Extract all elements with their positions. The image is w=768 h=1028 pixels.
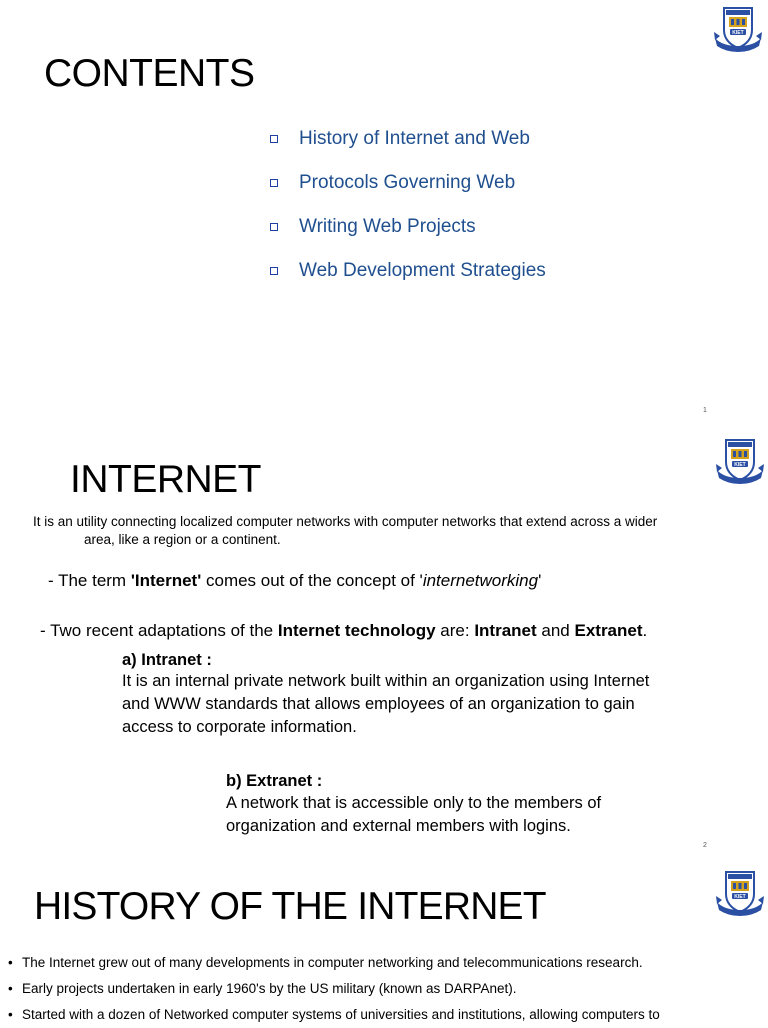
page-number: 1 [703,407,707,414]
bullet-dot-icon: • [8,1007,13,1022]
slide-history [0,856,768,1024]
list-item: • The Internet grew out of many developments in computer networking and telecommunications research. [8,950,748,976]
term-origin-line: - The term 'Internet' comes out of the concept of 'internetworking' [48,571,542,590]
extranet-description: A network that is accessible only to the members of organization and external members with logins. [226,794,602,835]
college-crest-icon [714,434,766,486]
slide-internet [0,432,768,856]
extranet-heading: b) Extranet : [226,772,323,790]
internet-definition: It is an utility connecting localized computer networks with computer networks that extend across a wider area, like a region or a continent. [33,514,658,547]
bullet-dot-icon: • [8,981,13,996]
slide-contents [0,0,768,432]
list-item: • Started with a dozen of Networked computer systems of universities and institutions, allowing computers to [8,1002,748,1028]
list-item: Web Development Strategies [270,258,546,302]
square-bullet-icon [270,179,278,187]
list-item: • Early projects undertaken in early 1960's by the US military (known as DARPAnet). [8,976,748,1002]
slide-title: CONTENTS [44,52,255,95]
history-bullets [8,950,748,1028]
list-item: History of Internet and Web [270,126,546,170]
square-bullet-icon [270,135,278,143]
list-item: Protocols Governing Web [270,170,546,214]
square-bullet-icon [270,223,278,231]
bullet-dot-icon: • [8,955,13,970]
square-bullet-icon [270,267,278,275]
college-crest-icon [712,2,764,54]
college-crest-icon [714,866,766,918]
contents-list [270,126,546,302]
slide-title: INTERNET [70,458,261,501]
slide-title: HISTORY OF THE INTERNET [34,885,546,928]
list-item: Writing Web Projects [270,214,546,258]
intranet-description: It is an internal private network built within an organization using Internet and WWW standards that allows employees of an organization to gain access to corporate information. [122,672,650,736]
page-number: 2 [703,842,707,849]
intranet-heading: a) Intranet : [122,651,212,669]
adaptations-line: - Two recent adaptations of the Internet technology are: Intranet and Extranet. [40,621,648,640]
